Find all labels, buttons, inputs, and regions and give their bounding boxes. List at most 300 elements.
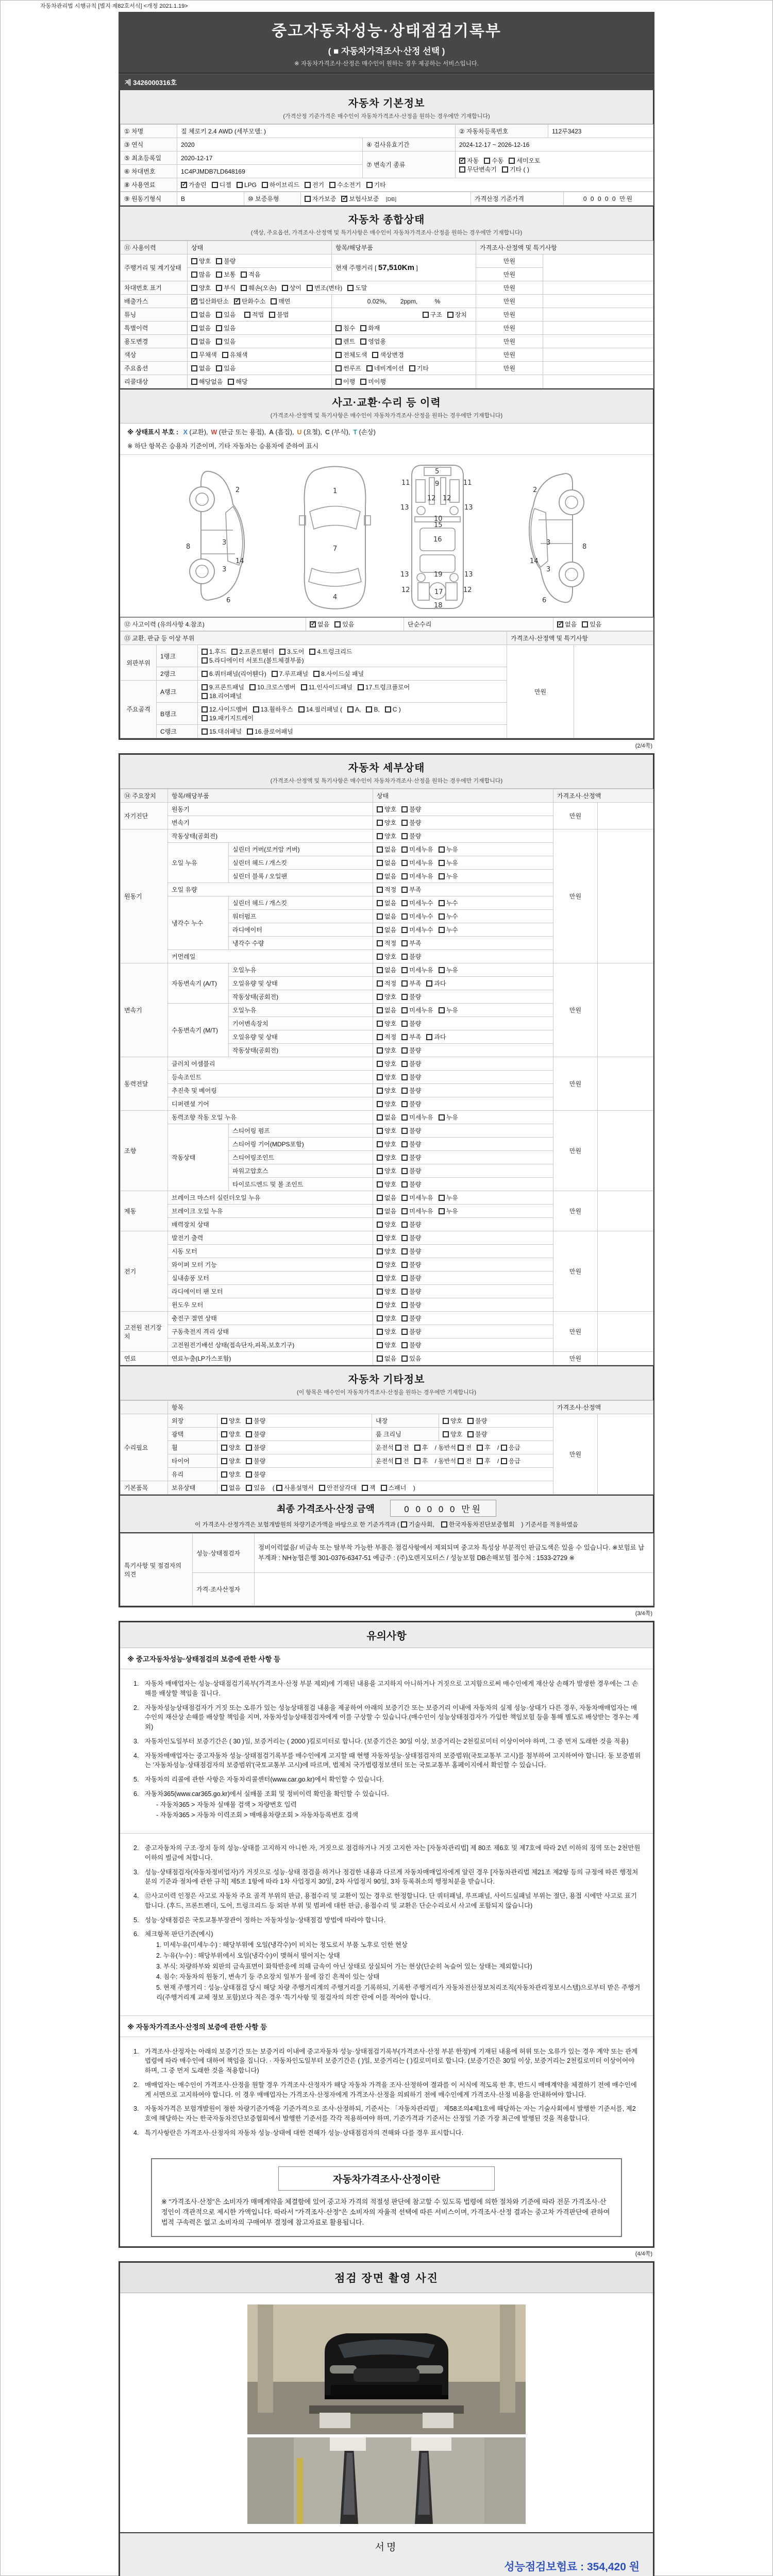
checkbox-icon[interactable] <box>377 1088 383 1094</box>
checkbox-option[interactable] <box>191 258 211 265</box>
checkbox-option[interactable] <box>216 338 236 345</box>
checkbox-option[interactable] <box>279 648 304 655</box>
checkbox-icon[interactable] <box>377 1168 383 1174</box>
checkbox-option[interactable] <box>234 298 265 305</box>
checkbox-option[interactable] <box>377 1208 396 1215</box>
checkbox-icon[interactable] <box>228 379 234 385</box>
checkbox-icon[interactable] <box>439 860 445 866</box>
checkbox-icon[interactable] <box>241 272 247 278</box>
checkbox-checked-icon[interactable] <box>557 621 563 628</box>
checkbox-icon[interactable] <box>401 1262 408 1268</box>
checkbox-option[interactable] <box>377 1074 396 1081</box>
checkbox-icon[interactable] <box>191 272 197 278</box>
checkbox-option[interactable] <box>401 1033 421 1041</box>
checkbox-icon[interactable] <box>377 860 383 866</box>
checkbox-option[interactable] <box>385 706 401 713</box>
checkbox-option[interactable] <box>467 1417 487 1425</box>
checkbox-option[interactable] <box>401 1114 433 1121</box>
checkbox-icon[interactable] <box>582 621 588 628</box>
checkbox-icon[interactable] <box>401 846 408 853</box>
checkbox-icon[interactable] <box>244 312 250 318</box>
checkbox-option[interactable] <box>201 692 242 700</box>
checkbox-option[interactable] <box>201 684 244 691</box>
checkbox-icon[interactable] <box>247 728 253 735</box>
checkbox-option[interactable] <box>377 926 396 934</box>
checkbox-icon[interactable] <box>347 706 354 713</box>
checkbox-option[interactable] <box>347 284 367 292</box>
checkbox-option[interactable] <box>201 706 248 713</box>
checkbox-option[interactable] <box>377 1033 396 1041</box>
checkbox-option[interactable] <box>253 706 293 713</box>
checkbox-option[interactable] <box>366 181 386 189</box>
checkbox-option[interactable] <box>401 1141 421 1148</box>
checkbox-option[interactable] <box>377 859 396 867</box>
checkbox-option[interactable] <box>272 670 308 677</box>
checkbox-icon[interactable] <box>212 182 218 188</box>
checkbox-option[interactable] <box>377 1114 396 1121</box>
checkbox-option[interactable] <box>401 833 421 840</box>
checkbox-icon[interactable] <box>377 1248 383 1255</box>
checkbox-icon[interactable] <box>441 1521 447 1528</box>
checkbox-option[interactable] <box>305 181 324 189</box>
checkbox-icon[interactable] <box>334 621 341 628</box>
checkbox-option[interactable] <box>191 284 211 292</box>
checkbox-icon[interactable] <box>377 913 383 920</box>
checkbox-icon[interactable] <box>191 258 197 264</box>
checkbox-option[interactable] <box>401 1248 421 1255</box>
checkbox-icon[interactable] <box>246 1418 252 1424</box>
checkbox-option[interactable] <box>501 1458 520 1465</box>
checkbox-icon[interactable] <box>237 182 243 188</box>
checkbox-icon[interactable] <box>377 967 383 973</box>
checkbox-option[interactable] <box>310 621 329 628</box>
checkbox-option[interactable] <box>191 298 229 305</box>
checkbox-icon[interactable] <box>377 1181 383 1188</box>
checkbox-option[interactable] <box>262 181 299 189</box>
checkbox-option[interactable] <box>439 926 458 934</box>
checkbox-option[interactable] <box>401 1328 421 1335</box>
checkbox-icon[interactable] <box>271 298 277 304</box>
checkbox-option[interactable] <box>401 1261 421 1268</box>
checkbox-icon[interactable] <box>414 1458 421 1464</box>
checkbox-icon[interactable] <box>458 1445 464 1451</box>
checkbox-checked-icon[interactable] <box>234 298 240 304</box>
checkbox-icon[interactable] <box>401 1061 408 1067</box>
checkbox-icon[interactable] <box>443 1431 449 1437</box>
checkbox-icon[interactable] <box>401 1302 408 1308</box>
checkbox-icon[interactable] <box>401 1101 408 1107</box>
checkbox-option[interactable] <box>221 1458 241 1465</box>
checkbox-icon[interactable] <box>439 1114 445 1121</box>
checkbox-icon[interactable] <box>249 684 256 690</box>
checkbox-option[interactable] <box>377 1315 396 1322</box>
checkbox-option[interactable] <box>216 284 236 292</box>
checkbox-icon[interactable] <box>401 994 408 1000</box>
checkbox-option[interactable] <box>241 271 260 278</box>
checkbox-icon[interactable] <box>377 833 383 839</box>
checkbox-option[interactable] <box>191 365 211 372</box>
checkbox-icon[interactable] <box>335 325 342 331</box>
checkbox-icon[interactable] <box>458 1458 464 1464</box>
checkbox-icon[interactable] <box>305 196 311 202</box>
checkbox-option[interactable] <box>401 1355 421 1362</box>
checkbox-icon[interactable] <box>401 1128 408 1134</box>
checkbox-icon[interactable] <box>309 649 315 655</box>
checkbox-option[interactable] <box>401 1315 421 1322</box>
checkbox-icon[interactable] <box>385 706 391 713</box>
checkbox-icon[interactable] <box>262 182 268 188</box>
checkbox-icon[interactable] <box>401 1181 408 1188</box>
checkbox-icon[interactable] <box>191 325 197 331</box>
checkbox-icon[interactable] <box>216 258 222 264</box>
checkbox-icon[interactable] <box>377 1021 383 1027</box>
checkbox-icon[interactable] <box>222 352 228 358</box>
checkbox-option[interactable] <box>401 1127 421 1134</box>
checkbox-icon[interactable] <box>221 1458 227 1464</box>
checkbox-option[interactable] <box>216 365 236 372</box>
checkbox-option[interactable] <box>377 1181 396 1188</box>
checkbox-icon[interactable] <box>414 1445 421 1451</box>
checkbox-icon[interactable] <box>395 1445 401 1451</box>
checkbox-option[interactable] <box>401 1007 433 1014</box>
checkbox-option[interactable] <box>395 1458 409 1465</box>
checkbox-checked-icon[interactable] <box>310 621 316 628</box>
checkbox-icon[interactable] <box>269 312 275 318</box>
checkbox-option[interactable] <box>246 1444 265 1451</box>
checkbox-icon[interactable] <box>377 940 383 946</box>
checkbox-icon[interactable] <box>401 1168 408 1174</box>
checkbox-option[interactable] <box>377 886 396 893</box>
checkbox-option[interactable] <box>377 1301 396 1309</box>
checkbox-option[interactable] <box>191 311 211 318</box>
checkbox-option[interactable] <box>401 806 421 813</box>
checkbox-icon[interactable] <box>216 325 222 331</box>
checkbox-option[interactable] <box>439 1007 458 1014</box>
checkbox-icon[interactable] <box>272 671 278 677</box>
checkbox-option[interactable] <box>249 684 296 691</box>
checkbox-icon[interactable] <box>439 967 445 973</box>
checkbox-option[interactable] <box>377 819 396 826</box>
checkbox-option[interactable] <box>401 993 421 1001</box>
checkbox-icon[interactable] <box>439 927 445 933</box>
checkbox-icon[interactable] <box>401 887 408 893</box>
checkbox-icon[interactable] <box>366 365 373 371</box>
checkbox-icon[interactable] <box>201 671 208 677</box>
checkbox-option[interactable] <box>582 621 601 628</box>
checkbox-option[interactable] <box>377 1221 396 1228</box>
checkbox-icon[interactable] <box>377 1208 383 1214</box>
checkbox-icon[interactable] <box>221 1418 227 1424</box>
checkbox-icon[interactable] <box>377 1329 383 1335</box>
checkbox-icon[interactable] <box>221 1431 227 1437</box>
checkbox-option[interactable] <box>377 1141 396 1148</box>
checkbox-icon[interactable] <box>221 1485 227 1491</box>
checkbox-option[interactable] <box>307 284 342 292</box>
checkbox-option[interactable] <box>298 706 342 713</box>
checkbox-option[interactable] <box>401 1154 421 1161</box>
checkbox-option[interactable] <box>401 1522 434 1528</box>
checkbox-icon[interactable] <box>439 1007 445 1013</box>
checkbox-option[interactable] <box>347 706 361 713</box>
checkbox-icon[interactable] <box>401 1088 408 1094</box>
checkbox-icon[interactable] <box>401 1275 408 1281</box>
checkbox-icon[interactable] <box>401 1248 408 1255</box>
checkbox-option[interactable] <box>377 1060 396 1067</box>
checkbox-icon[interactable] <box>191 338 197 345</box>
checkbox-icon[interactable] <box>439 913 445 920</box>
checkbox-option[interactable] <box>502 166 529 173</box>
checkbox-option[interactable] <box>335 325 355 332</box>
checkbox-option[interactable] <box>360 325 380 332</box>
checkbox-icon[interactable] <box>401 1195 408 1201</box>
checkbox-icon[interactable] <box>246 1445 252 1451</box>
checkbox-option[interactable] <box>377 1234 396 1242</box>
checkbox-icon[interactable] <box>459 166 465 173</box>
checkbox-option[interactable] <box>335 365 361 372</box>
checkbox-icon[interactable] <box>191 312 197 318</box>
checkbox-icon[interactable] <box>366 182 373 188</box>
checkbox-icon[interactable] <box>426 980 432 987</box>
checkbox-option[interactable] <box>246 1431 265 1438</box>
checkbox-option[interactable] <box>459 166 497 173</box>
checkbox-icon[interactable] <box>282 285 288 291</box>
checkbox-option[interactable] <box>228 378 247 385</box>
checkbox-option[interactable] <box>366 706 379 713</box>
checkbox-checked-icon[interactable] <box>341 196 347 202</box>
checkbox-option[interactable] <box>231 648 274 655</box>
checkbox-icon[interactable] <box>201 684 208 690</box>
checkbox-option[interactable] <box>216 271 236 278</box>
checkbox-icon[interactable] <box>401 1141 408 1147</box>
checkbox-option[interactable] <box>309 648 352 655</box>
checkbox-icon[interactable] <box>377 873 383 879</box>
checkbox-option[interactable] <box>401 940 421 947</box>
checkbox-option[interactable] <box>301 684 352 691</box>
checkbox-option[interactable] <box>377 940 396 947</box>
checkbox-option[interactable] <box>509 157 540 164</box>
checkbox-icon[interactable] <box>377 1302 383 1308</box>
checkbox-option[interactable] <box>439 873 458 880</box>
checkbox-icon[interactable] <box>377 1061 383 1067</box>
checkbox-option[interactable] <box>377 1248 396 1255</box>
checkbox-icon[interactable] <box>191 285 197 291</box>
checkbox-icon[interactable] <box>401 1208 408 1214</box>
checkbox-option[interactable] <box>401 1074 421 1081</box>
checkbox-icon[interactable] <box>377 820 383 826</box>
checkbox-icon[interactable] <box>377 1262 383 1268</box>
checkbox-icon[interactable] <box>377 900 383 906</box>
checkbox-icon[interactable] <box>401 967 408 973</box>
checkbox-option[interactable] <box>313 670 364 677</box>
checkbox-icon[interactable] <box>401 1355 408 1362</box>
checkbox-icon[interactable] <box>426 1034 432 1040</box>
checkbox-icon[interactable] <box>484 158 490 164</box>
checkbox-option[interactable] <box>241 284 276 292</box>
checkbox-option[interactable] <box>439 859 458 867</box>
checkbox-option[interactable] <box>401 913 433 920</box>
checkbox-icon[interactable] <box>307 285 313 291</box>
checkbox-icon[interactable] <box>377 1034 383 1040</box>
checkbox-icon[interactable] <box>191 352 197 358</box>
checkbox-option[interactable] <box>191 325 211 332</box>
checkbox-icon[interactable] <box>395 1458 401 1464</box>
checkbox-icon[interactable] <box>231 649 238 655</box>
checkbox-icon[interactable] <box>191 365 197 371</box>
checkbox-icon[interactable] <box>401 1074 408 1080</box>
checkbox-icon[interactable] <box>501 1458 507 1464</box>
checkbox-option[interactable] <box>377 1167 396 1175</box>
checkbox-icon[interactable] <box>377 1222 383 1228</box>
checkbox-option[interactable] <box>366 365 404 372</box>
checkbox-icon[interactable] <box>360 379 366 385</box>
checkbox-icon[interactable] <box>377 954 383 960</box>
checkbox-option[interactable] <box>377 1355 396 1362</box>
checkbox-option[interactable] <box>319 1484 357 1492</box>
checkbox-option[interactable] <box>201 657 304 664</box>
checkbox-icon[interactable] <box>241 285 247 291</box>
checkbox-option[interactable] <box>401 1167 421 1175</box>
checkbox-icon[interactable] <box>372 352 378 358</box>
checkbox-option[interactable] <box>335 351 367 359</box>
checkbox-icon[interactable] <box>401 1329 408 1335</box>
checkbox-option[interactable] <box>377 1342 396 1349</box>
checkbox-option[interactable] <box>377 873 396 880</box>
checkbox-option[interactable] <box>377 833 396 840</box>
checkbox-icon[interactable] <box>216 285 222 291</box>
checkbox-option[interactable] <box>216 325 236 332</box>
checkbox-option[interactable] <box>221 1484 241 1492</box>
checkbox-icon[interactable] <box>377 1074 383 1080</box>
checkbox-icon[interactable] <box>501 1445 507 1451</box>
checkbox-icon[interactable] <box>377 1047 383 1054</box>
checkbox-icon[interactable] <box>298 706 305 713</box>
checkbox-icon[interactable] <box>401 1235 408 1241</box>
checkbox-option[interactable] <box>377 967 396 974</box>
checkbox-option[interactable] <box>271 298 290 305</box>
checkbox-option[interactable] <box>377 806 396 813</box>
checkbox-icon[interactable] <box>360 338 366 345</box>
checkbox-icon[interactable] <box>377 1315 383 1321</box>
checkbox-icon[interactable] <box>401 860 408 866</box>
checkbox-icon[interactable] <box>377 1114 383 1121</box>
checkbox-icon[interactable] <box>201 706 208 713</box>
checkbox-option[interactable] <box>401 926 433 934</box>
checkbox-option[interactable] <box>401 819 421 826</box>
checkbox-option[interactable] <box>501 1444 520 1451</box>
checkbox-option[interactable] <box>443 1431 462 1438</box>
checkbox-icon[interactable] <box>401 900 408 906</box>
checkbox-option[interactable] <box>276 1484 314 1492</box>
checkbox-icon[interactable] <box>509 158 515 164</box>
checkbox-icon[interactable] <box>423 312 429 318</box>
checkbox-option[interactable] <box>443 1417 462 1425</box>
checkbox-icon[interactable] <box>401 1034 408 1040</box>
checkbox-option[interactable] <box>246 1458 265 1465</box>
checkbox-option[interactable] <box>401 1194 433 1201</box>
checkbox-option[interactable] <box>377 1047 396 1054</box>
checkbox-icon[interactable] <box>401 1021 408 1027</box>
checkbox-option[interactable] <box>401 1208 433 1215</box>
checkbox-icon[interactable] <box>377 1235 383 1241</box>
checkbox-option[interactable] <box>191 338 211 345</box>
checkbox-option[interactable] <box>401 1087 421 1094</box>
checkbox-option[interactable] <box>409 365 429 372</box>
checkbox-icon[interactable] <box>216 338 222 345</box>
checkbox-option[interactable] <box>467 1431 487 1438</box>
checkbox-option[interactable] <box>401 1234 421 1242</box>
checkbox-option[interactable] <box>362 1484 376 1492</box>
checkbox-option[interactable] <box>377 846 396 853</box>
checkbox-icon[interactable] <box>305 182 311 188</box>
checkbox-option[interactable] <box>372 351 404 359</box>
checkbox-icon[interactable] <box>253 706 259 713</box>
checkbox-icon[interactable] <box>401 833 408 839</box>
checkbox-icon[interactable] <box>246 1458 252 1464</box>
checkbox-icon[interactable] <box>377 1289 383 1295</box>
checkbox-icon[interactable] <box>366 706 372 713</box>
checkbox-icon[interactable] <box>377 1007 383 1013</box>
checkbox-icon[interactable] <box>201 693 208 699</box>
checkbox-option[interactable] <box>269 311 289 318</box>
checkbox-option[interactable] <box>401 953 421 960</box>
checkbox-option[interactable] <box>201 648 226 655</box>
checkbox-icon[interactable] <box>377 980 383 987</box>
checkbox-option[interactable] <box>377 1127 396 1134</box>
checkbox-option[interactable] <box>360 378 386 385</box>
checkbox-option[interactable] <box>216 258 236 265</box>
checkbox-option[interactable] <box>423 311 442 318</box>
checkbox-icon[interactable] <box>377 887 383 893</box>
checkbox-option[interactable] <box>221 1444 241 1451</box>
checkbox-icon[interactable] <box>201 728 208 735</box>
checkbox-icon[interactable] <box>401 873 408 879</box>
checkbox-icon[interactable] <box>335 365 342 371</box>
checkbox-option[interactable] <box>329 181 361 189</box>
checkbox-icon[interactable] <box>401 1342 408 1348</box>
checkbox-icon[interactable] <box>401 913 408 920</box>
checkbox-option[interactable] <box>282 284 301 292</box>
checkbox-icon[interactable] <box>377 994 383 1000</box>
checkbox-option[interactable] <box>439 967 458 974</box>
checkbox-option[interactable] <box>439 1194 458 1201</box>
checkbox-option[interactable] <box>401 1275 421 1282</box>
checkbox-icon[interactable] <box>377 1275 383 1281</box>
checkbox-icon[interactable] <box>335 338 342 345</box>
checkbox-icon[interactable] <box>377 1101 383 1107</box>
checkbox-option[interactable] <box>439 1114 458 1121</box>
checkbox-option[interactable] <box>401 1221 421 1228</box>
checkbox-icon[interactable] <box>216 365 222 371</box>
checkbox-icon[interactable] <box>221 1471 227 1478</box>
checkbox-icon[interactable] <box>360 325 366 331</box>
checkbox-option[interactable] <box>401 846 433 853</box>
checkbox-icon[interactable] <box>439 873 445 879</box>
checkbox-option[interactable] <box>401 1288 421 1295</box>
checkbox-option[interactable] <box>401 859 433 867</box>
checkbox-icon[interactable] <box>377 806 383 812</box>
checkbox-option[interactable] <box>401 1342 421 1349</box>
checkbox-option[interactable] <box>401 967 433 974</box>
checkbox-option[interactable] <box>191 351 217 359</box>
checkbox-option[interactable] <box>305 195 336 202</box>
checkbox-option[interactable] <box>401 1047 421 1054</box>
checkbox-option[interactable] <box>458 1444 472 1451</box>
checkbox-icon[interactable] <box>319 1485 325 1491</box>
checkbox-option[interactable] <box>377 1087 396 1094</box>
checkbox-option[interactable] <box>377 980 396 987</box>
checkbox-icon[interactable] <box>362 1485 368 1491</box>
checkbox-icon[interactable] <box>467 1418 474 1424</box>
